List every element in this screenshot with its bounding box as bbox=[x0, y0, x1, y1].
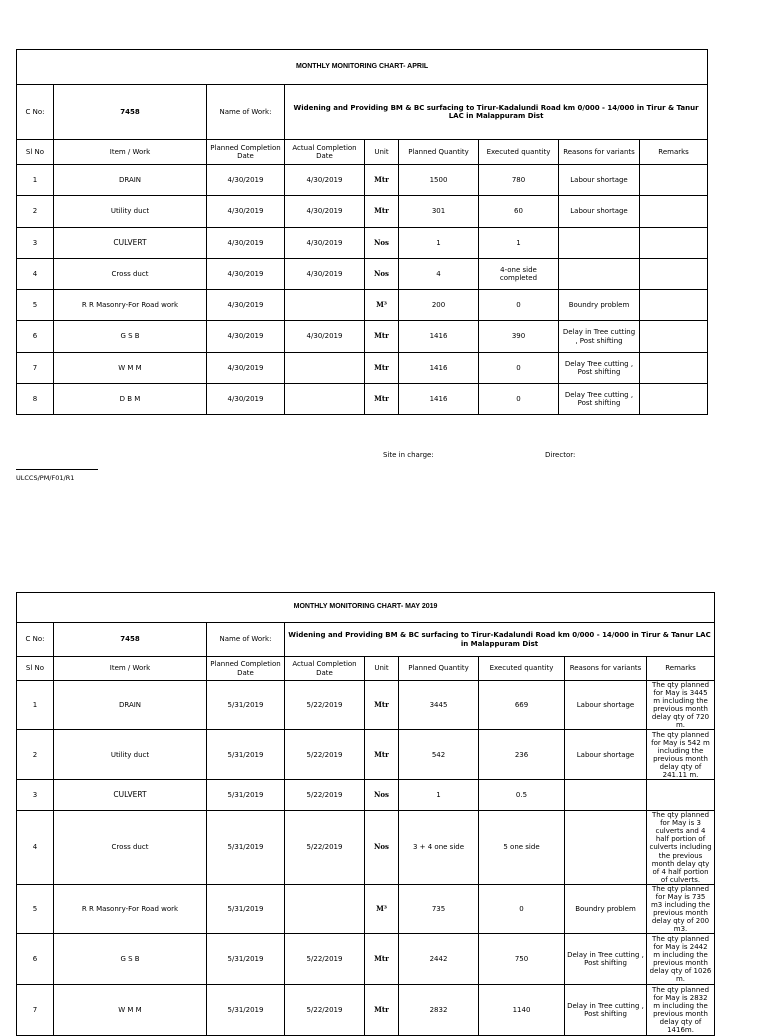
remarks-cell bbox=[640, 196, 708, 228]
unit-cell: Nos bbox=[365, 811, 399, 884]
col-header: Actual Completion Date bbox=[285, 657, 365, 681]
planned-qty-cell: 1 bbox=[399, 228, 479, 259]
reason-cell: Delay in Tree cutting , Post shifting bbox=[559, 321, 640, 353]
reason-cell: Labour shortage bbox=[565, 730, 647, 780]
table-row bbox=[17, 811, 715, 884]
planned-date-cell: 4/30/2019 bbox=[207, 353, 285, 384]
table-row bbox=[17, 933, 715, 984]
table-row bbox=[17, 228, 708, 259]
unit-cell: M³ bbox=[365, 884, 399, 933]
planned-date-cell: 5/31/2019 bbox=[207, 730, 285, 780]
planned-date-cell: 4/30/2019 bbox=[207, 321, 285, 353]
executed-qty-cell: 1 bbox=[479, 228, 559, 259]
col-header: Reasons for variants bbox=[565, 657, 647, 681]
executed-qty-cell: 60 bbox=[479, 196, 559, 228]
executed-qty-cell: 5 one side bbox=[479, 811, 565, 884]
remarks-cell bbox=[640, 259, 708, 290]
executed-qty-cell: 0 bbox=[479, 884, 565, 933]
unit-cell: Mtr bbox=[365, 321, 399, 353]
unit-cell: Mtr bbox=[365, 681, 399, 730]
planned-qty-cell: 735 bbox=[399, 884, 479, 933]
unit-cell: Nos bbox=[365, 780, 399, 811]
col-header: Planned Completion Date bbox=[207, 140, 285, 165]
may-cno-label: C No: bbox=[17, 623, 54, 657]
director-label: Director: bbox=[545, 451, 576, 459]
item-cell: R R Masonry-For Road work bbox=[54, 290, 207, 321]
sl-no-cell: 5 bbox=[17, 884, 54, 933]
sl-no-cell: 4 bbox=[17, 259, 54, 290]
actual-date-cell bbox=[285, 290, 365, 321]
may-cno: 7458 bbox=[54, 623, 207, 657]
item-cell: D B M bbox=[54, 384, 207, 415]
reason-cell: Delay in Tree cutting , Post shifting bbox=[565, 984, 647, 1035]
reason-cell bbox=[565, 780, 647, 811]
item-cell: R R Masonry-For Road work bbox=[54, 884, 207, 933]
reason-cell bbox=[565, 811, 647, 884]
col-header: Sl No bbox=[17, 657, 54, 681]
april-header-row bbox=[17, 140, 708, 165]
sl-no-cell: 8 bbox=[17, 384, 54, 415]
actual-date-cell: 5/22/2019 bbox=[285, 811, 365, 884]
remarks-cell: The qty planned for May is 2832 m including the previous month delay qty of 1416m. bbox=[647, 984, 715, 1035]
remarks-cell bbox=[640, 290, 708, 321]
col-header: Remarks bbox=[647, 657, 715, 681]
actual-date-cell: 5/22/2019 bbox=[285, 933, 365, 984]
table-row bbox=[17, 884, 715, 933]
unit-cell: Mtr bbox=[365, 165, 399, 196]
table-row bbox=[17, 353, 708, 384]
sl-no-cell: 6 bbox=[17, 933, 54, 984]
planned-date-cell: 5/31/2019 bbox=[207, 681, 285, 730]
planned-qty-cell: 3 + 4 one side bbox=[399, 811, 479, 884]
unit-cell: Mtr bbox=[365, 196, 399, 228]
executed-qty-cell: 0 bbox=[479, 384, 559, 415]
planned-qty-cell: 2832 bbox=[399, 984, 479, 1035]
unit-cell: Mtr bbox=[365, 384, 399, 415]
col-header: Executed quantity bbox=[479, 140, 559, 165]
remarks-cell: The qty planned for May is 3 culverts and 4 half portion of culverts including the previous month delay qty of 4 half portion of culverts. bbox=[647, 811, 715, 884]
col-header: Planned Quantity bbox=[399, 657, 479, 681]
planned-date-cell: 4/30/2019 bbox=[207, 384, 285, 415]
actual-date-cell: 4/30/2019 bbox=[285, 228, 365, 259]
item-cell: Cross duct bbox=[54, 811, 207, 884]
remarks-cell bbox=[640, 353, 708, 384]
col-header: Reasons for variants bbox=[559, 140, 640, 165]
unit-cell: M³ bbox=[365, 290, 399, 321]
sl-no-cell: 4 bbox=[17, 811, 54, 884]
sl-no-cell: 3 bbox=[17, 780, 54, 811]
unit-cell: Nos bbox=[365, 259, 399, 290]
col-header: Unit bbox=[365, 657, 399, 681]
col-header: Sl No bbox=[17, 140, 54, 165]
executed-qty-cell: 669 bbox=[479, 681, 565, 730]
april-title: MONTHLY MONITORING CHART- APRIL bbox=[17, 50, 708, 85]
col-header: Remarks bbox=[640, 140, 708, 165]
planned-qty-cell: 542 bbox=[399, 730, 479, 780]
sl-no-cell: 2 bbox=[17, 730, 54, 780]
col-header: Item / Work bbox=[54, 140, 207, 165]
unit-cell: Nos bbox=[365, 228, 399, 259]
actual-date-cell: 4/30/2019 bbox=[285, 165, 365, 196]
executed-qty-cell: 750 bbox=[479, 933, 565, 984]
unit-cell: Mtr bbox=[365, 933, 399, 984]
remarks-cell: The qty planned for May is 542 m including the previous month delay qty of 241.11 m. bbox=[647, 730, 715, 780]
unit-cell: Mtr bbox=[365, 353, 399, 384]
planned-date-cell: 5/31/2019 bbox=[207, 984, 285, 1035]
table-row bbox=[17, 681, 715, 730]
planned-qty-cell: 200 bbox=[399, 290, 479, 321]
col-header: Item / Work bbox=[54, 657, 207, 681]
item-cell: CULVERT bbox=[54, 780, 207, 811]
executed-qty-cell: 0 bbox=[479, 353, 559, 384]
executed-qty-cell: 4-one side completed bbox=[479, 259, 559, 290]
table-row bbox=[17, 165, 708, 196]
site-incharge-label: Site in charge: bbox=[383, 451, 434, 459]
unit-cell: Mtr bbox=[365, 984, 399, 1035]
sl-no-cell: 7 bbox=[17, 984, 54, 1035]
planned-date-cell: 4/30/2019 bbox=[207, 196, 285, 228]
actual-date-cell: 4/30/2019 bbox=[285, 196, 365, 228]
item-cell: Cross duct bbox=[54, 259, 207, 290]
form-code: ULCCS/PM/F01/R1 bbox=[16, 474, 75, 482]
actual-date-cell bbox=[285, 384, 365, 415]
col-header: Planned Quantity bbox=[399, 140, 479, 165]
table-row bbox=[17, 780, 715, 811]
col-header: Planned Completion Date bbox=[207, 657, 285, 681]
planned-qty-cell: 3445 bbox=[399, 681, 479, 730]
item-cell: DRAIN bbox=[54, 681, 207, 730]
reason-cell: Labour shortage bbox=[565, 681, 647, 730]
may-header-row bbox=[17, 657, 715, 681]
reason-cell: Delay Tree cutting , Post shifting bbox=[559, 384, 640, 415]
april-work-name: Widening and Providing BM & BC surfacing to Tirur-Kadalundi Road km 0/000 - 14/000 in Tirur & Tanur LAC in Malappuram Dist bbox=[285, 85, 708, 140]
col-header: Executed quantity bbox=[479, 657, 565, 681]
executed-qty-cell: 236 bbox=[479, 730, 565, 780]
executed-qty-cell: 1140 bbox=[479, 984, 565, 1035]
executed-qty-cell: 0 bbox=[479, 290, 559, 321]
reason-cell: Labour shortage bbox=[559, 196, 640, 228]
remarks-cell: The qty planned for May is 3445 m including the previous month delay qty of 720 m. bbox=[647, 681, 715, 730]
planned-date-cell: 5/31/2019 bbox=[207, 811, 285, 884]
table-row bbox=[17, 290, 708, 321]
sl-no-cell: 3 bbox=[17, 228, 54, 259]
remarks-cell bbox=[640, 384, 708, 415]
may-title: MONTHLY MONITORING CHART- MAY 2019 bbox=[17, 593, 715, 623]
unit-cell: Mtr bbox=[365, 730, 399, 780]
remarks-cell bbox=[647, 780, 715, 811]
planned-date-cell: 5/31/2019 bbox=[207, 780, 285, 811]
actual-date-cell: 4/30/2019 bbox=[285, 321, 365, 353]
item-cell: G S B bbox=[54, 321, 207, 353]
table-row bbox=[17, 384, 708, 415]
may-name-label: Name of Work: bbox=[207, 623, 285, 657]
planned-date-cell: 5/31/2019 bbox=[207, 884, 285, 933]
item-cell: W M M bbox=[54, 984, 207, 1035]
item-cell: CULVERT bbox=[54, 228, 207, 259]
planned-date-cell: 4/30/2019 bbox=[207, 259, 285, 290]
april-cno-label: C No: bbox=[17, 85, 54, 140]
sl-no-cell: 6 bbox=[17, 321, 54, 353]
sl-no-cell: 5 bbox=[17, 290, 54, 321]
actual-date-cell: 5/22/2019 bbox=[285, 780, 365, 811]
reason-cell: Boundry problem bbox=[559, 290, 640, 321]
planned-date-cell: 4/30/2019 bbox=[207, 290, 285, 321]
actual-date-cell bbox=[285, 353, 365, 384]
item-cell: Utility duct bbox=[54, 196, 207, 228]
remarks-cell bbox=[640, 165, 708, 196]
remarks-cell bbox=[640, 228, 708, 259]
planned-qty-cell: 2442 bbox=[399, 933, 479, 984]
table-row bbox=[17, 259, 708, 290]
actual-date-cell bbox=[285, 884, 365, 933]
executed-qty-cell: 0.5 bbox=[479, 780, 565, 811]
reason-cell: Boundry problem bbox=[565, 884, 647, 933]
planned-qty-cell: 4 bbox=[399, 259, 479, 290]
remarks-cell: The qty planned for May is 2442 m including the previous month delay qty of 1026 m. bbox=[647, 933, 715, 984]
item-cell: DRAIN bbox=[54, 165, 207, 196]
item-cell: G S B bbox=[54, 933, 207, 984]
executed-qty-cell: 780 bbox=[479, 165, 559, 196]
sl-no-cell: 1 bbox=[17, 681, 54, 730]
actual-date-cell: 5/22/2019 bbox=[285, 984, 365, 1035]
planned-date-cell: 4/30/2019 bbox=[207, 165, 285, 196]
reason-cell: Labour shortage bbox=[559, 165, 640, 196]
reason-cell: Delay Tree cutting , Post shifting bbox=[559, 353, 640, 384]
executed-qty-cell: 390 bbox=[479, 321, 559, 353]
reason-cell bbox=[559, 228, 640, 259]
col-header: Actual Completion Date bbox=[285, 140, 365, 165]
may-chart bbox=[16, 592, 715, 1036]
april-cno: 7458 bbox=[54, 85, 207, 140]
planned-qty-cell: 1416 bbox=[399, 384, 479, 415]
sl-no-cell: 2 bbox=[17, 196, 54, 228]
actual-date-cell: 5/22/2019 bbox=[285, 730, 365, 780]
sl-no-cell: 7 bbox=[17, 353, 54, 384]
remarks-cell: The qty planned for May is 735 m3 including the previous month delay qty of 200 m3. bbox=[647, 884, 715, 933]
april-name-label: Name of Work: bbox=[207, 85, 285, 140]
planned-qty-cell: 1 bbox=[399, 780, 479, 811]
actual-date-cell: 4/30/2019 bbox=[285, 259, 365, 290]
col-header: Unit bbox=[365, 140, 399, 165]
planned-date-cell: 4/30/2019 bbox=[207, 228, 285, 259]
sl-no-cell: 1 bbox=[17, 165, 54, 196]
planned-qty-cell: 1416 bbox=[399, 321, 479, 353]
reason-cell: Delay in Tree cutting , Post shifting bbox=[565, 933, 647, 984]
item-cell: W M M bbox=[54, 353, 207, 384]
table-row bbox=[17, 984, 715, 1035]
april-chart bbox=[16, 49, 708, 415]
reason-cell bbox=[559, 259, 640, 290]
table-row bbox=[17, 196, 708, 228]
remarks-cell bbox=[640, 321, 708, 353]
table-row bbox=[17, 321, 708, 353]
item-cell: Utility duct bbox=[54, 730, 207, 780]
planned-date-cell: 5/31/2019 bbox=[207, 933, 285, 984]
table-row bbox=[17, 730, 715, 780]
may-work-name: Widening and Providing BM & BC surfacing to Tirur-Kadalundi Road km 0/000 - 14/000 in Tirur & Tanur LAC in Malappuram Dist bbox=[285, 623, 715, 657]
actual-date-cell: 5/22/2019 bbox=[285, 681, 365, 730]
planned-qty-cell: 1416 bbox=[399, 353, 479, 384]
signature-rule bbox=[16, 469, 98, 470]
planned-qty-cell: 301 bbox=[399, 196, 479, 228]
planned-qty-cell: 1500 bbox=[399, 165, 479, 196]
